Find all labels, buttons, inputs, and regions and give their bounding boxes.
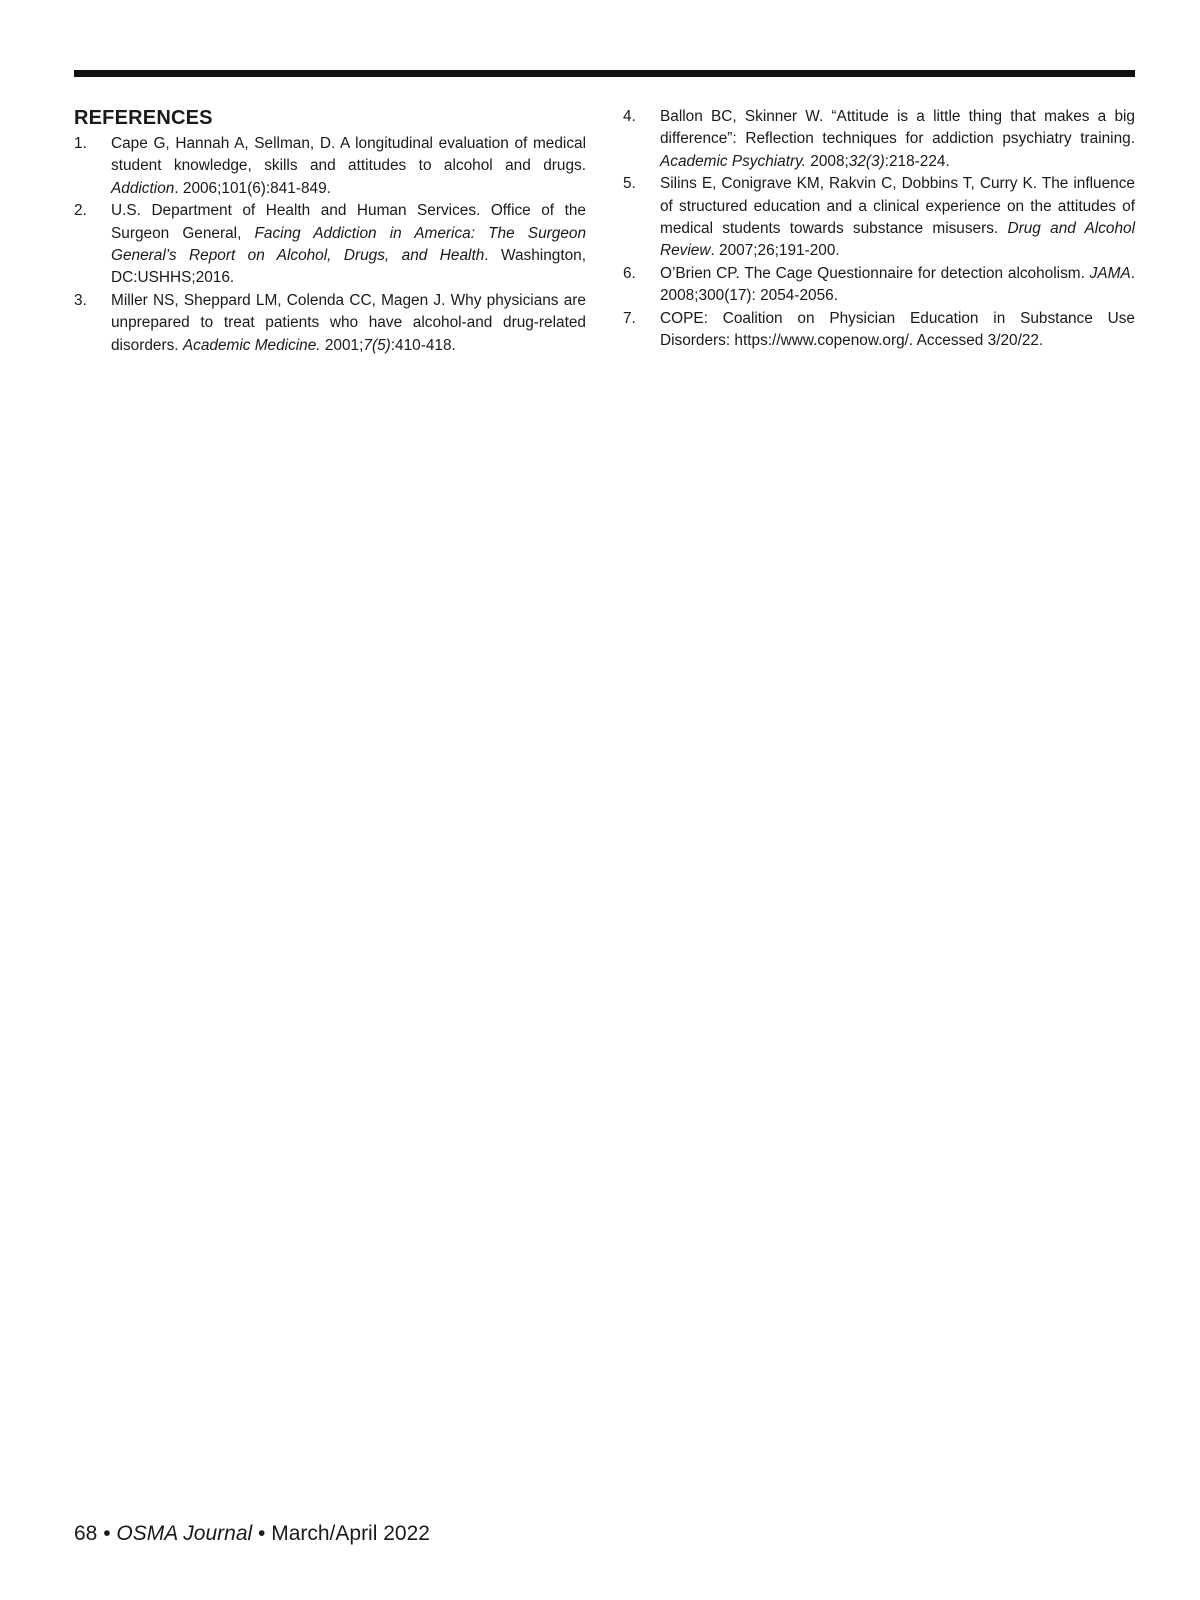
reference-number: 1. bbox=[74, 135, 87, 152]
reference-text: O’Brien CP. The Cage Questionnaire for detection alcoholism. bbox=[660, 264, 1090, 282]
reference-citation: . Washington, DC:USHHS;2016. bbox=[111, 247, 587, 287]
references-column-right bbox=[623, 106, 1135, 352]
page-footer bbox=[74, 1521, 430, 1547]
reference-journal: Academic Medicine. bbox=[182, 336, 321, 354]
reference-number: 3. bbox=[74, 291, 87, 309]
references-heading: REFERENCES bbox=[74, 107, 213, 129]
reference-item bbox=[623, 106, 1135, 173]
reference-item bbox=[74, 200, 586, 290]
reference-number: 7. bbox=[623, 309, 636, 327]
reference-volume: 32(3) bbox=[848, 152, 885, 170]
reference-journal: Drug and Alcohol Review bbox=[660, 220, 1135, 260]
reference-text: Silins E, Conigrave KM, Rakvin C, Dobbins T, Curry K. The influence of structured education and a clinical experience on the attitudes of medical students towards substance misusers. bbox=[660, 175, 1135, 238]
reference-item bbox=[623, 263, 1135, 308]
reference-citation: . 2008;300(17): 2054-2056. bbox=[660, 264, 1135, 305]
reference-item bbox=[74, 133, 586, 200]
reference-citation: . 2006;101(6):841-849. bbox=[174, 179, 331, 197]
reference-item bbox=[623, 173, 1135, 263]
reference-title: Facing Addiction in America: The Surgeon General’s Report on Alcohol, Drugs, and Health bbox=[111, 224, 586, 265]
journal-name: OSMA Journal bbox=[116, 1522, 253, 1545]
reference-year: 2008; bbox=[805, 152, 849, 170]
reference-number: 6. bbox=[623, 264, 636, 282]
reference-number: 2. bbox=[74, 202, 87, 220]
reference-item bbox=[623, 308, 1135, 353]
reference-citation: . 2007;26;191-200. bbox=[710, 242, 840, 260]
reference-journal: Addiction bbox=[111, 179, 175, 197]
references-column-left bbox=[74, 106, 586, 357]
reference-item bbox=[74, 290, 586, 357]
footer-separator: • bbox=[252, 1522, 272, 1545]
reference-text: Ballon BC, Skinner W. “Attitude is a little thing that makes a big difference”: Reflection techniques for addiction psychiatry training. bbox=[660, 108, 1135, 148]
reference-text: U.S. Department of Health and Human Services. Office of the Surgeon General, bbox=[111, 202, 586, 242]
reference-text: Miller NS, Sheppard LM, Colenda CC, Magen J. Why physicians are unprepared to treat patients who have alcohol-and drug-related disorders. bbox=[111, 291, 586, 354]
reference-year: 2001; bbox=[320, 336, 364, 354]
reference-pages: :410-418. bbox=[390, 336, 456, 354]
reference-journal: JAMA bbox=[1089, 264, 1131, 282]
footer-separator: • bbox=[97, 1522, 117, 1545]
top-rule bbox=[74, 70, 1135, 77]
reference-number: 4. bbox=[623, 108, 636, 125]
issue-date: March/April 2022 bbox=[271, 1522, 430, 1545]
reference-volume: 7(5) bbox=[363, 336, 391, 354]
reference-text: COPE: Coalition on Physician Education in Substance Use Disorders: https://www.copenow.org/. Accessed 3/20/22. bbox=[660, 309, 1135, 350]
reference-number: 5. bbox=[623, 175, 636, 193]
reference-pages: :218-224. bbox=[884, 152, 950, 170]
page-number: 68 bbox=[74, 1522, 98, 1545]
reference-text: Cape G, Hannah A, Sellman, D. A longitudinal evaluation of medical student knowledge, skills and attitudes to alcohol and drugs. bbox=[111, 135, 586, 175]
reference-journal: Academic Psychiatry. bbox=[660, 152, 806, 170]
